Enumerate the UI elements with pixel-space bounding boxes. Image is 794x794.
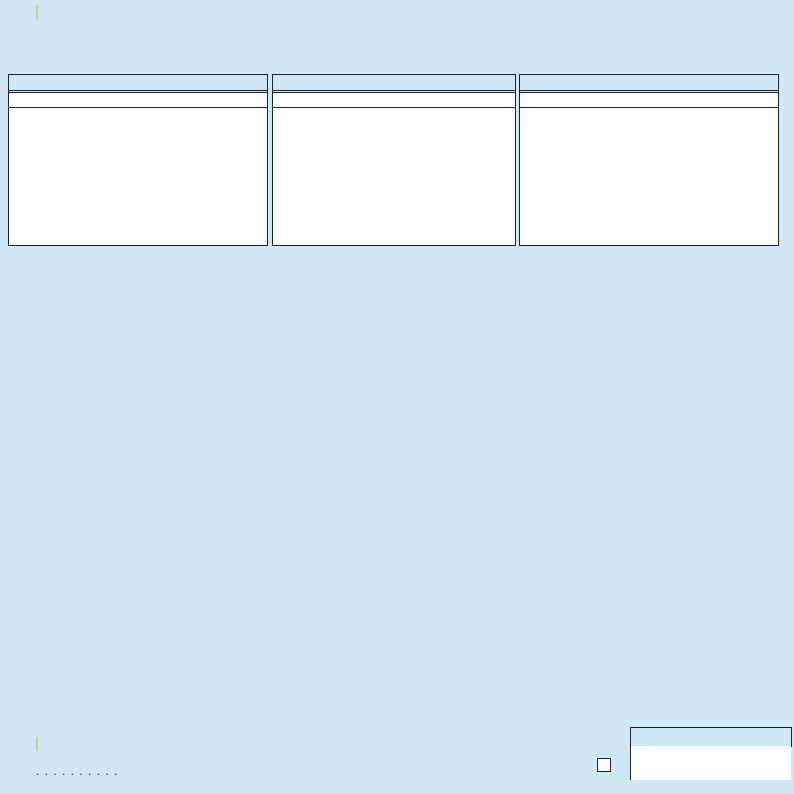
question-3: [8, 6, 784, 20]
year-highlight: [36, 5, 38, 20]
lender-codes-continued-box: [272, 74, 516, 246]
loan-table: [0, 262, 794, 678]
none-checkbox[interactable]: [597, 758, 611, 772]
loan-type-codes-box: [519, 74, 779, 246]
question-text: [36, 6, 784, 20]
question-4: . . . . . . . . . .: [8, 725, 568, 779]
dollars-header: [630, 727, 792, 747]
lender-codes-box: [8, 74, 268, 246]
additional-debt-dollars-input[interactable]: [630, 746, 791, 780]
